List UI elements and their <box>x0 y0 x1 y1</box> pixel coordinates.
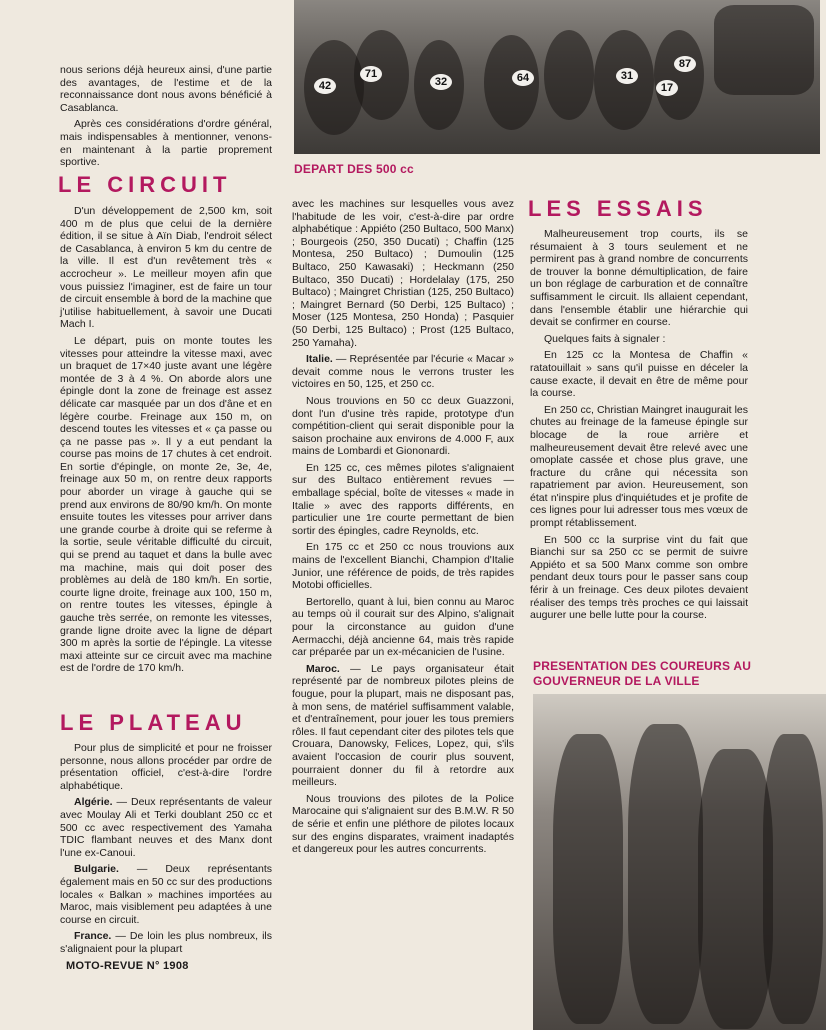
paragraph: D'un développement de 2,500 km, soit 400 m de plus que celui de la dernière édition, il se situe à Aïn Diab, l'endroit sélect de Casablanca, à environ 5 km du centre de la ville. Il est d'un revêtement très « accrocheur ». Le meilleur moyen afin que vous puissiez l'imaginer, est de faire un tour de circuit ensemble à bord de la machine que j'utilise habituellement, à savoir une Ducati Mach I. <box>60 205 272 331</box>
label-bulgarie: Bulgarie. <box>74 863 119 876</box>
paragraph: Malheureusement trop courts, ils se résumaient à 3 tours seulement et ne permirent pas à grand nombre de concurrents de trouver la bonne démultiplication, de faire un bon réglage de carburation et de connaître suffisamment le circuit. Ils allaient cependant, dans l'ensemble établir une hiérarchie qui devait se confirmer en course. <box>530 228 748 329</box>
label-algerie: Algérie. <box>74 796 113 809</box>
paragraph: En 175 cc et 250 cc nous trouvions aux mains de l'excellent Bianchi, Champion d'Italie Junior, une référence de poids, de très rapides Motobi officielles. <box>292 541 514 592</box>
label-france: France. <box>74 930 112 943</box>
race-number: 32 <box>430 74 452 90</box>
heading-essais: LES ESSAIS <box>528 196 708 221</box>
column-1-intro <box>60 64 272 173</box>
text-france: — De loin les plus nombreux, ils s'alignaient pour la plupart <box>60 930 272 955</box>
race-number: 87 <box>674 56 696 72</box>
label-maroc: Maroc. <box>306 662 340 675</box>
heading-circuit: LE CIRCUIT <box>58 172 232 197</box>
photo-riders-governor <box>533 694 826 1030</box>
paragraph: Nous trouvions des pilotes de la Police Marocaine qui s'alignaient sur des B.M.W. R 50 de série et enfin une pléthore de pilotes locaux sur des engins disparates, vraiment inadaptés et dangereux pour les autres concurrents. <box>292 792 514 856</box>
photo-caption-bottom: PRESENTATION DES COUREURS AU GOUVERNEUR DE LA VILLE <box>533 659 752 688</box>
paragraph: Quelques faits à signaler : <box>544 332 666 345</box>
text-bulgarie: — Deux représentants également mais en 50 cc sur des productions locales « Balkan » machines importées au Maroc, mais visiblement peu adaptées à une course en circuit. <box>60 863 272 926</box>
paragraph: avec les machines sur lesquelles vous avez l'habitude de les voir, c'est-à-dire par ordre alphabétique : Appiéto (250 Bultaco, 500 Manx) ; Bourgeois (250, 350 Ducati) ; Chaffin (125 Montesa, 250 Bultaco) ; Dumoulin (125 Bultaco, 250 Kawasaki) ; Heckmann (250 Bultaco, 350 Ducati) ; Hordelalay (175, 250 Bultaco) ; Maingret Christian (125, 250 Bultaco) ; Maingret Bernard (50 Derbi, 125 Bultaco) ; Moser (125 Montesa, 250 Honda) ; Pasquier (50 Derbi, 125 Bultaco) ; Prost (125 Bultaco, 250 Yamaha). <box>292 198 514 349</box>
column-1-plateau <box>60 742 272 960</box>
paragraph: Nous trouvions en 50 cc deux Guazzoni, dont l'un d'usine très rapide, prototype d'un compétition-client qui serait disponible pour la saison prochaine aux environs de 4.000 F, aux mains de Lombardi et Giononardi. <box>292 394 514 458</box>
paragraph: En 250 cc, Christian Maingret inaugurait les chutes au freinage de la fameuse épingle sur blocage de la roue arrière et malheureusement devait être relevé avec une omoplate cassée et chose plus grave, une fracture du crâne qui nécessita son rapatriement par avion. Heureusement, son état n'inspire plus d'inquiétudes et je profite de ces lignes pour lui adresser tous mes vœux de prompt rétablissement. <box>530 403 748 530</box>
paragraph: Le départ, puis on monte toutes les vitesses pour atteindre la vitesse maxi, avec un braquet de 17×40 juste avant une légère montée de 3 à 4 %. On aborde alors une épingle dont la zone de freinage est assez délicate car masquée par un dos d'âne et en légère courbe. Freinage aux 150 m, on descend toutes les vitesses et « ça passe ou ça ne passe pas ». Il y a eut pendant la course pas moins de 17 chutes à cet endroit. En sortie d'épingle, on monte 2e, 3e, 4e, freinage aux 50 m, on rentre deux rapports pour aborder un virage à gauche qui se prend aux environs de 80/90 km/h. On monte ensuite toutes les vitesses pour arriver dans une grande courbe à droite qui se referme à la sortie, seule véritable difficulté du circuit, qui se prend au taquet et dans la bulle avec ma machine, mais qui doit poser des problèmes au delà de 180 km/h. En sortie, courte ligne droite, freinage aux 100, 150 m, on rentre toutes les vitesses, épingle à gauche très serrée, on remonte les vitesses, grande ligne droite avec la ligne de départ 300 m après la sortie de l'épingle. La vitesse maxi atteinte sur ce circuit avec ma machine est de l'ordre de 170 km/h. <box>60 334 272 675</box>
paragraph-maroc <box>292 663 514 789</box>
paragraph: nous serions déjà heureux ainsi, d'une partie des avantages, de l'estime et de la reconnaissance dont nous avons bénéficié à Casablanca. <box>60 64 272 114</box>
text-maroc: — Le pays organisateur était représenté par de nombreux pilotes pleins de fougue, pour la plupart, mais ne disposant pas, à mon sens, de matériel suffisamment valable, et d'entraînement, pour jouer les tous premiers rôles. Il faut cependant citer des pilotes tels que Crouara, Danowsky, Felices, Lopez, qui, s'ils avaient l'occasion de courir plus souvent, pourraient donner du fil à retordre aux meilleurs. <box>292 662 514 789</box>
photo-start-500cc <box>294 0 820 154</box>
photo-caption-top: DEPART DES 500 cc <box>294 162 414 176</box>
column-3-essais <box>530 228 748 626</box>
column-1-circuit <box>60 205 272 679</box>
paragraph-france <box>60 930 272 955</box>
race-number: 17 <box>656 80 678 96</box>
label-italie: Italie. <box>306 353 333 366</box>
paragraph-bulgarie <box>60 863 272 926</box>
paragraph: Après ces considérations d'ordre général, mais indispensables à mentionner, venons-en maintenant à la partie proprement sportive. <box>60 118 272 169</box>
paragraph: En 125 cc, ces mêmes pilotes s'alignaient sur des Bultaco entièrement revues — emballage spécial, boîte de vitesses « made in Italie » avec des rapports différents, en particulier une 1re courte permettant de bien sortir des épingles, cadre Reynolds, etc. <box>292 461 514 537</box>
paragraph: En 500 cc la surprise vint du fait que Bianchi sur sa 250 cc se permit de suivre Appiéto et sa 500 Manx comme son ombre pendant deux tours pour le passer sans coup férir à un freinage. Ces deux pilotes devaient réaliser des temps très proches ce qui laissait augurer une belle lutte pour la course. <box>530 533 748 622</box>
heading-plateau: LE PLATEAU <box>60 710 247 735</box>
race-number: 31 <box>616 68 638 84</box>
text-italie: — Représentée par l'écurie « Macar » devait comme nous le verrons truster les victoires en 50, 125, et 250 cc. <box>292 353 514 391</box>
column-2 <box>292 198 514 860</box>
paragraph: En 125 cc la Montesa de Chaffin « ratatouillait » sans qu'il puisse en déceler la cause exacte, il devait en être de même pour la course. <box>530 349 748 400</box>
page-footer: MOTO-REVUE N° 1908 <box>66 960 189 972</box>
paragraph: Pour plus de simplicité et pour ne froisser personne, nous allons procéder par ordre de présentation officiel, c'est-à-dire l'ordre alphabétique. <box>60 742 272 792</box>
paragraph-algerie <box>60 796 272 859</box>
text-algerie: — Deux représentants de valeur avec Moulay Ali et Terki doublant 250 cc et 500 cc avec respectivement des Yamaha TDIC flambant neuves et des Manx dont l'une ex-Canoui. <box>60 796 272 859</box>
paragraph-italie <box>292 353 514 391</box>
race-number: 64 <box>512 70 534 86</box>
paragraph: Bertorello, quant à lui, bien connu au Maroc au temps où il courait sur des Alpino, s'alignait pour la circonstance au guidon d'une Aermacchi, déjà ancienne 64, mais très rapide car préparée par un ex-mécanicien de l'usine. <box>292 595 514 659</box>
race-number: 42 <box>314 78 336 94</box>
race-number: 71 <box>360 66 382 82</box>
